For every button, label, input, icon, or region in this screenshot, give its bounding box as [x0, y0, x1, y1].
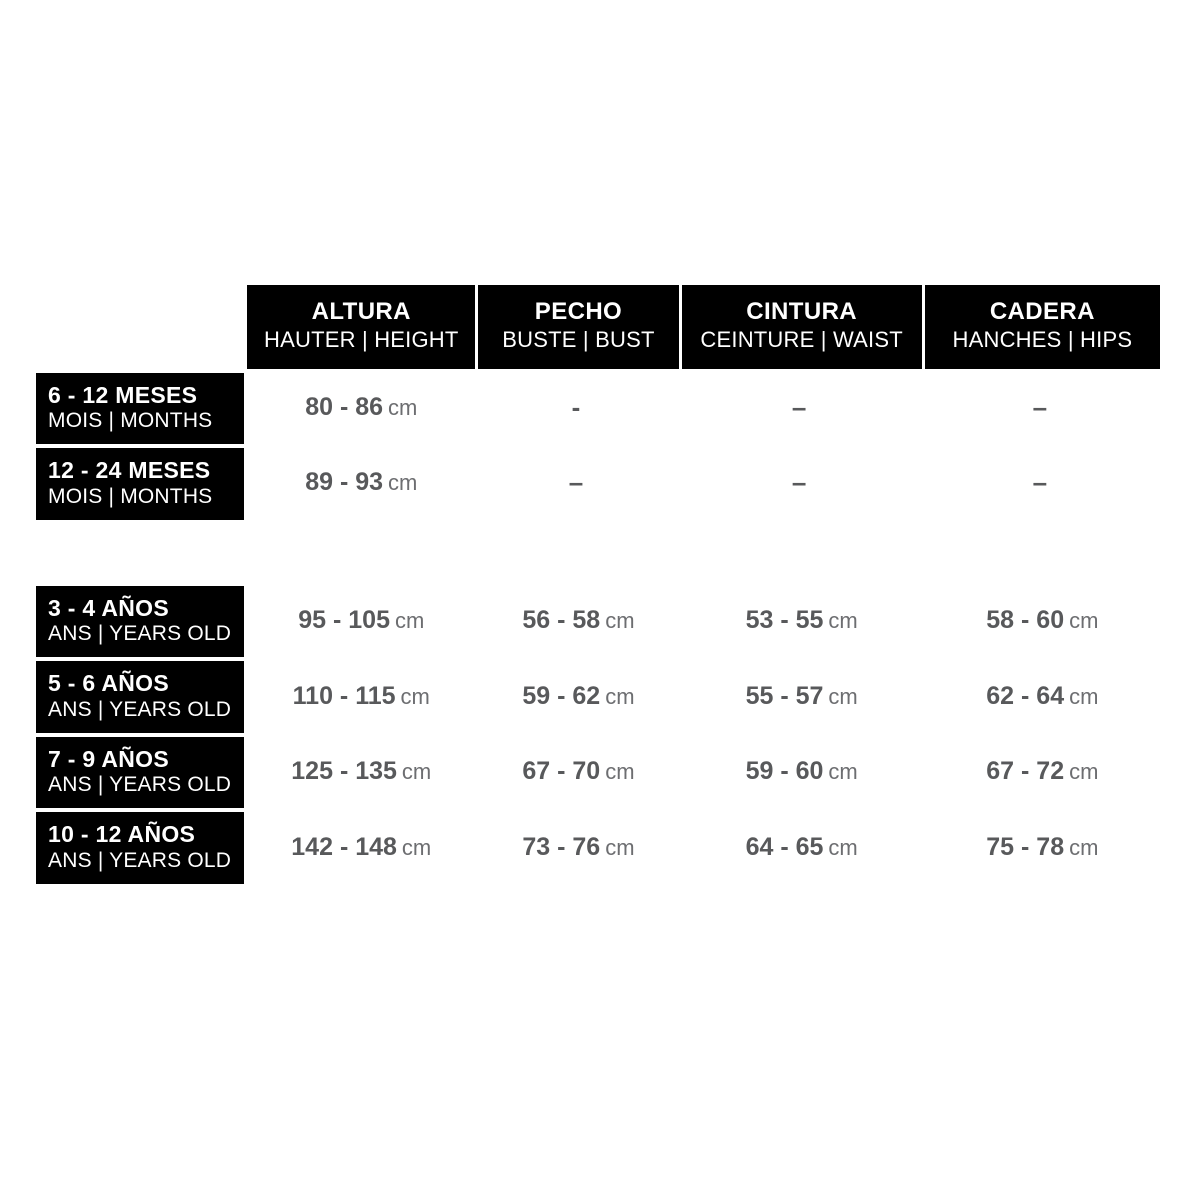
row-label-title: 7 - 9 AÑOS	[48, 745, 170, 772]
table-row	[36, 661, 1160, 733]
cell-hips	[925, 373, 1160, 445]
row-label-3-4-anos	[36, 586, 244, 658]
row-label-6-12-meses	[36, 373, 244, 445]
row-label-subtitle: ANS | YEARS OLD	[48, 697, 232, 721]
cell-value: 62 - 64	[986, 681, 1065, 710]
cell-hips	[925, 586, 1160, 658]
cell-value: –	[568, 467, 584, 498]
row-label-title: 10 - 12 AÑOS	[48, 821, 196, 848]
column-header-pecho-title: PECHO	[534, 298, 623, 325]
cell-height	[247, 586, 475, 658]
cell-unit: cm	[828, 607, 858, 633]
column-header-cadera-subtitle: HANCHES | HIPS	[952, 326, 1133, 352]
cell-value: 75 - 78	[986, 832, 1065, 861]
size-chart-table	[33, 281, 1163, 888]
cell-bust	[478, 586, 678, 658]
table-row	[36, 737, 1160, 809]
cell-waist	[682, 586, 922, 658]
cell-bust	[478, 661, 678, 733]
cell-value: 53 - 55	[745, 605, 824, 634]
cell-value: 59 - 60	[745, 757, 824, 786]
cell-hips	[925, 812, 1160, 884]
cell-unit: cm	[394, 607, 425, 633]
row-label-title: 5 - 6 AÑOS	[48, 670, 170, 697]
cell-value: 73 - 76	[522, 832, 601, 861]
cell-unit: cm	[388, 470, 418, 496]
table-header	[36, 285, 1160, 369]
cell-unit: cm	[605, 607, 635, 633]
spacer-cell	[36, 524, 244, 582]
cell-unit: cm	[605, 834, 635, 860]
cell-value: 56 - 58	[522, 605, 601, 634]
cell-unit: cm	[605, 683, 635, 709]
cell-value: 110 - 115	[292, 681, 396, 710]
cell-value: 125 - 135	[291, 757, 397, 786]
cell-waist	[682, 373, 922, 445]
cell-waist	[682, 661, 922, 733]
cell-unit: cm	[388, 394, 418, 420]
cell-height	[247, 448, 475, 520]
cell-height	[247, 661, 475, 733]
cell-value: 64 - 65	[745, 832, 824, 861]
cell-bust	[478, 448, 678, 520]
row-label-subtitle: ANS | YEARS OLD	[48, 848, 232, 872]
row-label-subtitle: MOIS | MONTHS	[48, 484, 213, 508]
column-header-cintura-title: CINTURA	[746, 298, 858, 325]
cell-value: -	[571, 391, 581, 422]
column-header-pecho-subtitle: BUSTE | BUST	[502, 326, 655, 352]
cell-value: 80 - 86	[305, 392, 384, 421]
cell-value: –	[791, 467, 807, 498]
cell-height	[247, 737, 475, 809]
size-chart	[33, 281, 1163, 888]
row-label-7-9-anos	[36, 737, 244, 809]
column-header-cintura	[682, 285, 922, 369]
cell-value: 142 - 148	[291, 832, 397, 861]
table-body	[36, 373, 1160, 884]
cell-value: –	[1032, 467, 1048, 498]
table-section-spacer	[36, 524, 1160, 582]
row-label-12-24-meses	[36, 448, 244, 520]
row-label-5-6-anos	[36, 661, 244, 733]
row-label-subtitle: MOIS | MONTHS	[48, 408, 213, 432]
cell-value: –	[1032, 391, 1048, 422]
cell-value: 58 - 60	[986, 605, 1065, 634]
cell-value: 95 - 105	[298, 605, 390, 634]
cell-hips	[925, 737, 1160, 809]
cell-unit: cm	[605, 759, 635, 785]
row-label-subtitle: ANS | YEARS OLD	[48, 622, 232, 646]
cell-bust	[478, 812, 678, 884]
cell-unit: cm	[1069, 683, 1099, 709]
table-row	[36, 448, 1160, 520]
cell-value: 59 - 62	[522, 681, 601, 710]
row-label-subtitle: ANS | YEARS OLD	[48, 773, 232, 797]
cell-unit: cm	[1069, 834, 1099, 860]
column-header-altura-title: ALTURA	[311, 298, 411, 325]
column-header-cadera-title: CADERA	[989, 298, 1095, 325]
row-label-title: 12 - 24 MESES	[48, 457, 211, 484]
cell-value: 55 - 57	[745, 681, 824, 710]
cell-height	[247, 373, 475, 445]
cell-unit: cm	[1069, 759, 1099, 785]
cell-value: 67 - 70	[522, 757, 601, 786]
spacer-cell	[478, 524, 678, 582]
cell-waist	[682, 448, 922, 520]
cell-unit: cm	[400, 683, 430, 709]
table-row	[36, 373, 1160, 445]
cell-waist	[682, 737, 922, 809]
table-row	[36, 812, 1160, 884]
cell-value: –	[791, 391, 807, 422]
spacer-cell	[925, 524, 1160, 582]
column-header-cadera	[925, 285, 1160, 369]
row-label-10-12-anos	[36, 812, 244, 884]
cell-unit: cm	[828, 834, 858, 860]
cell-unit: cm	[401, 834, 432, 860]
cell-hips	[925, 448, 1160, 520]
column-header-cintura-subtitle: CEINTURE | WAIST	[700, 326, 903, 352]
table-row	[36, 586, 1160, 658]
column-header-pecho	[478, 285, 678, 369]
spacer-cell	[247, 524, 475, 582]
cell-unit: cm	[828, 683, 858, 709]
column-header-altura	[247, 285, 475, 369]
cell-value: 67 - 72	[986, 757, 1065, 786]
cell-unit: cm	[401, 759, 432, 785]
cell-bust	[478, 737, 678, 809]
table-corner-cell	[36, 285, 244, 369]
cell-unit: cm	[1069, 607, 1099, 633]
cell-height	[247, 812, 475, 884]
row-label-title: 6 - 12 MESES	[48, 381, 198, 408]
cell-unit: cm	[828, 759, 858, 785]
row-label-title: 3 - 4 AÑOS	[48, 594, 170, 621]
cell-bust	[478, 373, 678, 445]
column-header-altura-subtitle: HAUTER | HEIGHT	[264, 326, 459, 352]
cell-hips	[925, 661, 1160, 733]
spacer-cell	[682, 524, 922, 582]
cell-value: 89 - 93	[305, 468, 384, 497]
cell-waist	[682, 812, 922, 884]
